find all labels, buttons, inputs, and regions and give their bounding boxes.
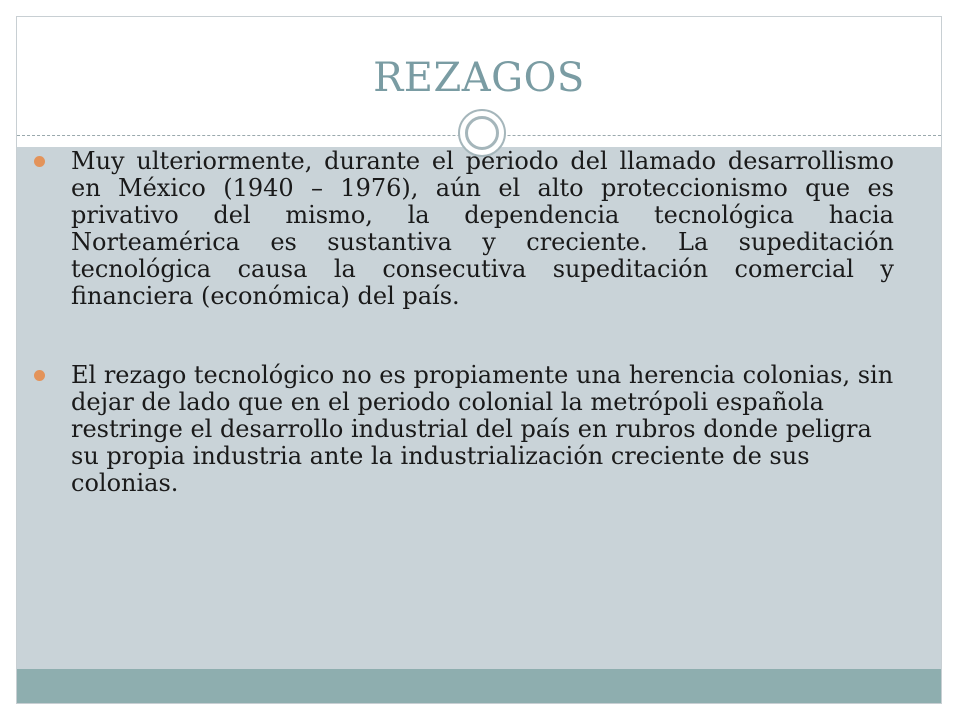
bullet-dot-icon [34, 370, 45, 381]
bullet-text: El rezago tecnológico no es propiamente una herencia colonias, sin dejar de lado que en el periodo colonial la metrópoli española restringe el desarrollo industrial del país en rubros donde peligra su propia industria ante la industrialización creciente de sus colonias. [71, 361, 894, 497]
bullet-dot-icon [34, 156, 45, 167]
footer-band [17, 669, 941, 703]
bullet-list [34, 148, 894, 497]
bullet-item [34, 362, 894, 497]
slide-title: REZAGOS [373, 55, 585, 101]
bullet-text: Muy ulteriormente, durante el periodo del llamado desarrollismo en México (1940 – 1976), aún el alto proteccionismo que es privativo del mismo, la dependencia tecnológica hacia Norteamérica es sustantiva y creciente. La supeditación tecnológica causa la consecutiva supeditación comercial y financiera (económica) del país. [71, 147, 894, 310]
bullet-item [34, 148, 894, 310]
